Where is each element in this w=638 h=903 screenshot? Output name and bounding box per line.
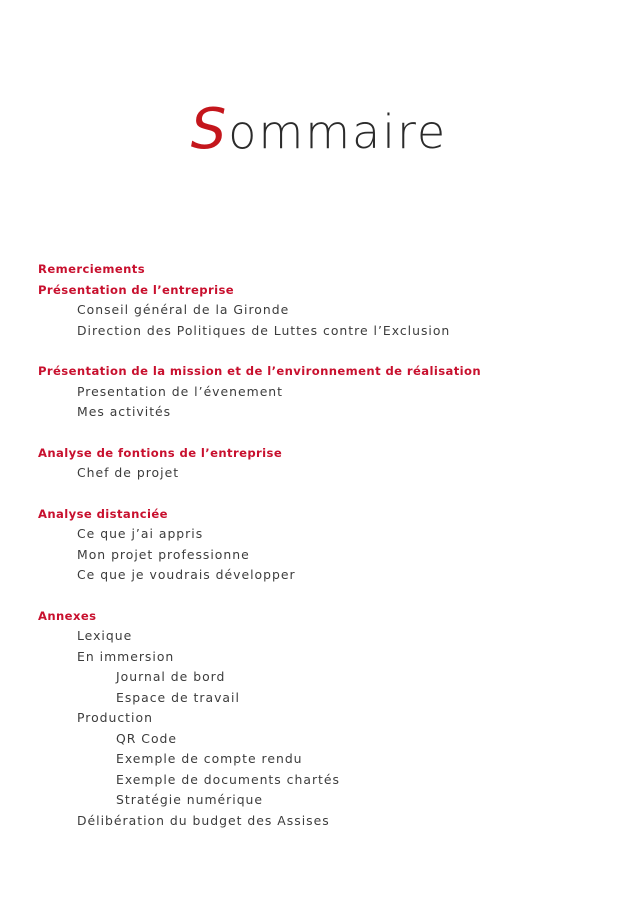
toc-item[interactable]: Ce que j’ai appris [77, 526, 204, 541]
title-first-letter: S [190, 97, 229, 162]
toc-item[interactable]: Chef de projet [77, 465, 180, 480]
toc-section[interactable]: Remerciements [38, 262, 146, 276]
toc-item[interactable]: Conseil général de la Gironde [77, 302, 290, 317]
toc-section[interactable]: Analyse de fontions de l’entreprise [38, 445, 283, 460]
toc-section[interactable]: Analyse distanciée [38, 506, 168, 521]
toc-section[interactable]: Présentation de la mission et de l’environnement de réalisation [38, 364, 482, 378]
toc-subitem[interactable]: Exemple de documents chartés [116, 771, 340, 787]
toc-item[interactable]: Presentation de l’évenement [77, 383, 284, 399]
toc-item[interactable]: Mes activités [77, 404, 172, 419]
toc-item[interactable]: En immersion [77, 648, 175, 664]
toc-item[interactable]: Ce que je voudrais développer [77, 567, 296, 582]
table-of-contents [38, 259, 618, 831]
toc-item[interactable]: Délibération du budget des Assises [77, 812, 330, 828]
toc-item[interactable]: Production [77, 710, 153, 725]
toc-item[interactable]: Direction des Politiques de Luttes contre l’Exclusion [77, 322, 451, 338]
toc-subitem[interactable]: Journal de bord [116, 669, 226, 684]
toc-section[interactable]: Annexes [38, 608, 97, 623]
title-rest: ommaire [228, 105, 448, 159]
page-title [0, 97, 638, 162]
toc-subitem[interactable]: Stratégie numérique [116, 792, 264, 807]
toc-section[interactable]: Présentation de l’entreprise [38, 282, 235, 297]
toc-subitem[interactable]: Exemple de compte rendu [116, 751, 303, 766]
toc-subitem[interactable]: QR Code [116, 730, 178, 746]
toc-subitem[interactable]: Espace de travail [116, 689, 240, 705]
toc-item[interactable]: Lexique [77, 628, 133, 643]
toc-item[interactable]: Mon projet professionne [77, 546, 250, 562]
